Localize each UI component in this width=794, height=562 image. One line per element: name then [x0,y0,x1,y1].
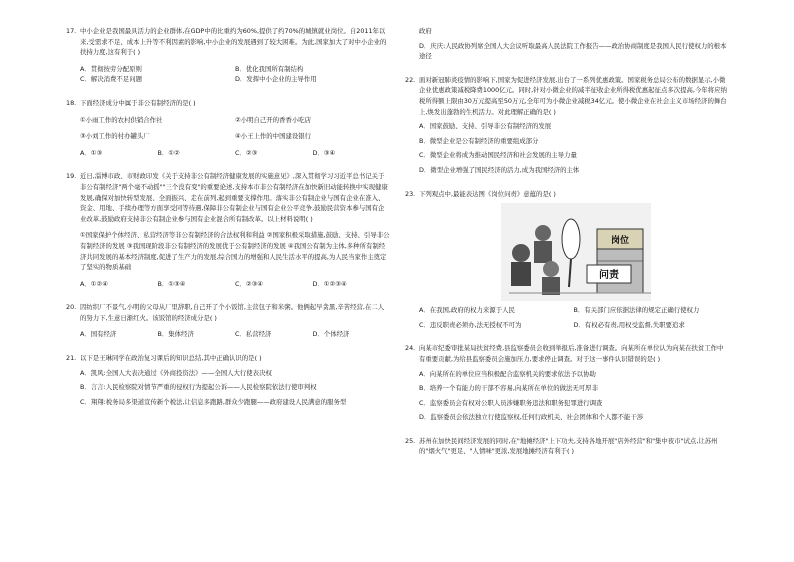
question-stem: 因纺织厂不景气,小明的父母从厂里辞职,自己开了个小饭馆,主营包子和米粥。他俩起早贪黑,辛苦经营,在二人的努力下,生意日渐红火。该饭馆的经济成分是( ) [80,303,385,322]
option-b: B．培养一个有能力的干部不容易,向某所在单位的做法无可厚非 [419,384,598,393]
option-b: B．微型企业是公有制经济的重要组成部分 [419,136,539,145]
option-d: D．③④ [312,148,336,157]
option-c: C．②③ [235,148,258,157]
cartoon-svg [501,203,651,301]
statement-2: ②小明自己开的香香小吃店 [235,115,312,124]
option-b: B．集体经济 [157,330,194,339]
question-number: 17. [66,27,77,35]
option-d: D．监察委员会依法独立行使监察权,任何行政机关、社会团体和个人都不能干涉 [419,413,644,422]
statements [80,115,390,126]
option-b: B．优化我国所有制结构 [235,64,304,73]
option-b: B．有关部门应依据法律的规定正确行使权力 [573,306,700,315]
question-number: 22. [405,75,416,84]
option-d: D．个体经济 [312,330,350,339]
option-d: D．①②③④ [312,279,347,288]
question-24 [405,343,728,423]
right-column [405,26,728,457]
option-c: C．微型企业将成为推动国民经济和社会发展的主导力量 [419,151,577,160]
question-20 [66,302,390,340]
option-a: A．①②④ [80,279,108,288]
official-body [511,262,531,286]
question-number: 23. [405,189,416,198]
option-a: A．国有经济 [80,330,117,339]
question-23 [405,189,728,331]
question-number: 21. [66,354,77,363]
option-d: D．微型企业增强了国民经济的活力,成为我国经济的主体 [419,165,580,174]
question-stem: 近日,淄博市政、市财政印发《关于支持非公有制经济健康发展的实施意见》,深入贯彻学习习近平总书记关于非公有制经济"两个毫不动摇""三个没有变"的重要论述,支持本市非公有制经济在加快新旧动能转换中实现健康发展,确保对加快转型发展、全面振兴、走在前列,起到重要支撑作用。落实非公有制企业与国有企业在准入、资金、用地、手续办理等方面享受同等待遇,保障非公有制企业与国有企业公平竞争,鼓励民营资本参与国有企业改革,鼓励政府支持非公有制企业参与国有企业混合所有制改革。以上材料说明( ) [80,172,388,223]
options [80,64,390,85]
statement-3: ③小刘工作的村办罐头厂 [80,132,150,141]
option-a: A．向某所在的单位应当积极配合监察机关的要求依法予以协助 [419,369,596,378]
statement-4: ④小王上作的中国建设银行 [235,132,312,141]
banner-label: 问责 [599,270,619,282]
option-c: C．翔翔:税务局多渠道宣传新个税法,让信息多跑路,群众少跑腿——政府建设人民满意的服务型 [80,397,347,406]
statements: ①国家保护个体经济、私营经济等非公有制经济的合法权利和利益 ②国家积极采取措施,鼓励、支持、引导非公有制经济的发展 ③我国现阶段非公有制经济的发展优于公有制经济的发展 ④我国公有制为主体,多种所有制经济共同发展的基本经济制度,促进了生产力的发展,综合国力的增强和人民生活水平的提高,为人民当家作主奠定了坚实的物质基础 [80,231,390,272]
question-number: 25. [405,436,416,445]
question-number: 20. [66,303,77,312]
options [80,368,390,408]
question-stem: 下面经济成分中属于非公有制经济的是( ) [80,98,196,107]
official-body [534,241,552,263]
option-c-continued: 政府 [419,27,432,35]
options [80,148,390,159]
option-b: B．言言:人民检察院对情节严重的侵权行为提起公诉——人民检察院依法行使审判权 [80,383,317,392]
question-22 [405,75,728,176]
question-19 [66,171,390,289]
official-head [543,261,559,277]
question-number: 19. [66,172,77,181]
question-number: 18. [66,98,77,107]
options [80,279,390,290]
hand-shape [562,219,580,259]
option-a: A．①③ [80,148,103,157]
option-c: C．监察委员会有权对公职人员涉嫌职务违法和职务犯罪进行调查 [419,398,603,407]
question-25 [405,436,728,457]
question-number: 24. [405,344,416,353]
question-21 [66,353,390,407]
question-stem: 下列观点中,最能表达图《岗位问责》意蕴的是( ) [419,189,556,198]
option-d: D．有权必有责,用权受监督,失职要追求 [573,320,685,329]
question-stem: 中小企业是我国最具活力的企业群体,在GDP中的比重约为60%,提供了约70%的城镇就业岗位。自2011年以来,受需求不足、成本上升等不利因素的影响,中小企业的发展遇到了较大困难。为此,国家加大了对中小企业的扶持力度,这有利于( ) [80,27,387,57]
option-b: B．①② [157,148,180,157]
option-c: C．②③④ [235,279,264,288]
question-18 [66,98,390,158]
option-a: A．在我国,政府的权力来源于人民 [419,306,515,315]
option-b: B．①③④ [157,279,186,288]
options [80,329,390,340]
official-head [512,244,530,262]
option-a: A．贯彻按劳分配原则 [80,64,142,73]
question-stem: 苏州在加快民间经济发展的同时,在"地摊经济"上下功夫,支持各地开展"店外经营"和"集中夜市"试点,让苏州的"烟火气"更足、"人情味"更浓,发展地摊经济有利于( ) [419,436,718,456]
statements [80,131,390,142]
question-17 [66,26,390,85]
option-d: D．发挥中小企业的主导作用 [235,75,317,84]
statement-1: ①小雨工作的农村供销合作社 [80,115,163,124]
option-a: A．国家鼓励、支持、引导非公有制经济的发展 [419,122,552,131]
question-stem: 向某市纪委审批某局扶贫经费,县监察委员会收到举报后,准备进行调查。向某所在单位认为向某在扶贫工作中有重要贡献,为给县监察委员会施加压力,要求停止调查。对于这一事件认识错误的是( ) [419,344,724,363]
options [419,121,728,175]
option-c: C．私营经济 [235,330,272,339]
question-21-continued [405,26,728,62]
question-stem: 面对新冠肺炎疫情的影响下,国家为促进经济发展,出台了一系列优惠政策。国家税务总局公布的数据显示,小微企业优惠政策减税降费1000亿元。同时,针对小微企业的减半征收企业所得税优惠起征点多次提高,今年将应纳税所得额上限由30万元提高至50万元,全年可为小微企业减税34亿元。使小微企业在社会主义市场经济的舞台上,焕发出蓬勃的生机活力。对此理解正确的是( ) [419,75,727,116]
option-a: A．凯风:全国人大表决通过《外商投资法》——全国人大行使表决权 [80,368,272,377]
options [419,369,728,423]
cartoon-illustration [501,203,651,301]
official-head [535,225,551,241]
question-stem: 以下是王琳同学在政治复习课后的知识总结,其中正确认识的是( ) [80,354,262,363]
option-c: C．违反职责必须办,法无授权不可为 [419,320,522,329]
option-d: D．庆庆:人民政协列席全国人大会议听取最高人民法院工作报告——政治协商制度是我国人民行使权力的根本途径 [419,41,727,61]
post-sign-label: 岗位 [610,236,630,247]
option-c: C．解决消费不足问题 [80,75,142,84]
left-column [66,26,390,407]
options [419,305,728,330]
official-body [542,277,560,295]
